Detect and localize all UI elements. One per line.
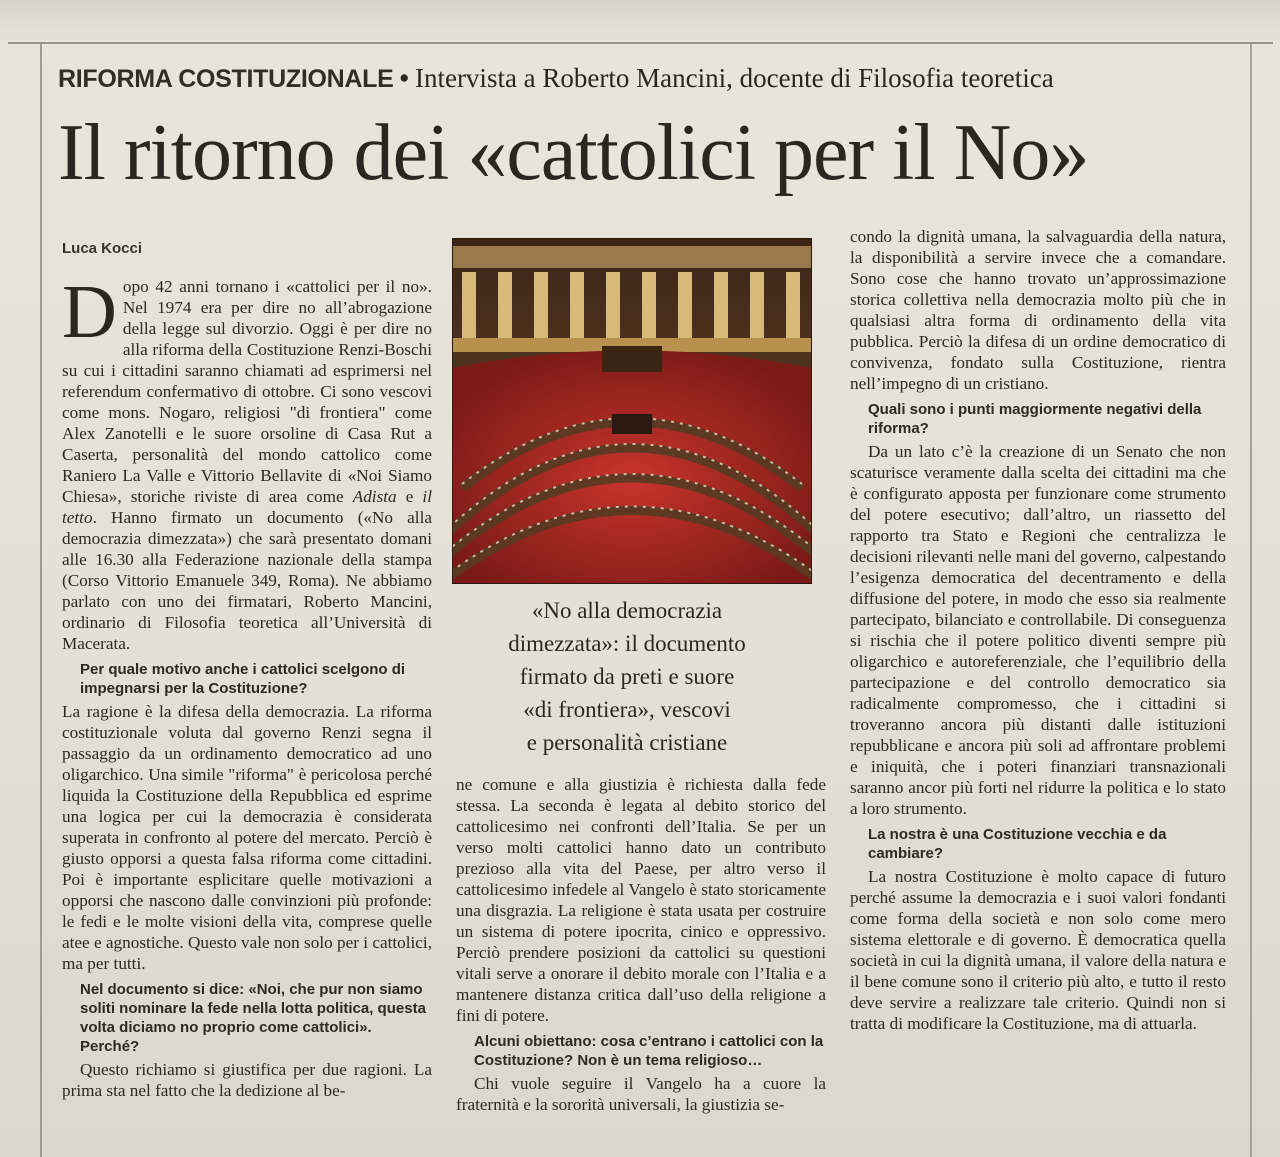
pull-quote-line: e personalità cristiane	[526, 730, 728, 755]
kicker-subtitle: Intervista a Roberto Mancini, docente di Filosofia teoretica	[414, 63, 1054, 93]
section-topic: RIFORMA COSTITUZIONALE	[58, 65, 394, 93]
drop-cap: D	[62, 270, 117, 354]
pull-quote-line: firmato da preti e suore	[519, 664, 735, 689]
kicker	[58, 58, 1238, 98]
answer-2: Questo richiamo si giustifica per due ragioni. La prima sta nel fatto che la dedizione al be-	[62, 1060, 432, 1100]
senate-chamber-image	[452, 238, 812, 584]
question-3: Alcuni obiettano: cosa c’entrano i cattolici con la Costituzione? Non è un tema religioso…	[474, 1033, 824, 1069]
lead-italic-adista: Adista	[352, 487, 397, 506]
question-5: La nostra è una Costituzione vecchia e da cambiare?	[868, 826, 1167, 862]
left-column-rule	[40, 44, 42, 1157]
byline: Luca Kocci	[62, 240, 143, 257]
question-4: Quali sono i punti maggiormente negativi della riforma?	[868, 401, 1202, 437]
lead-paragraph	[62, 270, 432, 654]
column-1	[62, 270, 432, 1101]
column-3	[850, 226, 1226, 1034]
answer-3-continued: condo la dignità umana, la salvaguardia della natura, la disponibilità a servire invece che a comandare. Sono cose che hanno trovato un’approssimazione storica collettiva nella democrazia molto più che in qualsiasi altra forma di ordinamento della vita pubblica. Perciò la difesa di un ordine democratico di convivenza, fondato sulla Costituzione, rientra nell’impegno di un cristiano.	[850, 227, 1226, 393]
answer-3: Chi vuole seguire il Vangelo ha a cuore la fraternità e la sororità universali, la giustizia se-	[456, 1074, 826, 1114]
column-2	[456, 774, 826, 1115]
pull-quote-line: «No alla democrazia	[531, 598, 723, 623]
headline: Il ritorno dei «cattolici per il No»	[58, 109, 1089, 197]
answer-5: La nostra Costituzione è molto capace di futuro perché assume la democrazia e i suoi valori fondanti come forma della società e non solo come mero sistema elettorale e di governo. È democratica quella società in cui la dignità umana, il valore della natura e il bene comune sono il criterio più alto, e tutto il resto deve servire a realizzare tale criterio. Quindi non si tratta di modificare la Costituzione, ma di attuarla.	[850, 867, 1226, 1033]
top-rule	[8, 42, 1273, 44]
answer-2-continued: ne comune e alla giustizia è richiesta dalla fede stessa. La seconda è legata al debito storico del cattolicesimo nei confronti dell’Italia. Se per un verso molti cattolici hanno dato un contributo prezioso alla vita del Paese, per altro verso il cattolicesimo infedele al Vangelo è stato storicamente una disgrazia. La religione è stata usata per costruire un sistema di potere ipocrita, cinico e oppressivo. Perciò prendere posizioni da cattolici su questioni vitali serve a onorare il debito morale con l’Italia e a mantenere distanza critica dall’uso della religione a fini di potere.	[456, 775, 826, 1025]
lead-text-mid: e	[396, 487, 423, 506]
kicker-separator: •	[399, 63, 409, 93]
senate-chamber-photo	[452, 238, 812, 584]
pull-quote-line: «di frontiera», vescovi	[523, 697, 731, 722]
pull-quote-line: dimezzata»: il documento	[508, 631, 746, 656]
answer-1: La ragione è la difesa della democrazia. La riforma costituzionale voluta dal governo Renzi segna il passaggio da un ordinamento democratico ad uno oligarchico. Una simile "riforma" è pericolosa perché liquida la Costituzione della Repubblica ed esprime una logica per cui la democrazia è considerata superata in confronto al potere del mercato. Perciò è giusto opporsi a questa falsa riforma come cittadini. Poi è importante esplicitare quelle motivazioni a opporsi che nascono dalle convinzioni più profonde: le fedi e le molte visioni della vita, comprese quelle atee e agnostiche. Questo vale non solo per i cattolici, ma per tutti.	[62, 702, 432, 973]
pull-quote	[462, 594, 792, 759]
answer-4: Da un lato c’è la creazione di un Senato che non scaturisce veramente dalla scelta dei cittadini ma che è configurato apposta per funzionare come strumento del potere esecutivo; dall’altro, un riassetto del rapporto tra Stato e Regioni che centralizza le decisioni rilevanti nelle mani del governo, calpestando l’esigenza democratica del decentramento e della diffusione del potere, in modo che esso sia realmente partecipato, bilanciato e controllabile. Di conseguenza si rischia che il potere politico diventi sempre più oligarchico e autoreferenziale, che l’equilibrio della partecipazione e del controllo democratico sia radicalmente compromesso, che i cittadini si troveranno ancora più distanti dalle istituzioni repubblicane e ancora più soli ad affrontare problemi e iniquità, che i poteri finanziari transnazionali saranno ancor più forti nel ridurre la politica e lo stato a loro strumento.	[850, 442, 1226, 818]
lead-text-end: . Hanno firmato un documento («No alla democrazia dimezzata») che sarà presentato domani alle 16.30 alla Federazione nazionale della stampa (Corso Vittorio Emanuele 349, Roma). Ne abbiamo parlato con uno dei firmatari, Roberto Mancini, ordinario di Filosofia teoretica all’Università di Macerata.	[62, 508, 432, 653]
question-1: Per quale motivo anche i cattolici scelgono di impegnarsi per la Costituzione?	[80, 661, 406, 697]
right-column-rule	[1250, 44, 1252, 1157]
lead-italic-tetto: il tetto	[62, 487, 432, 527]
lead-text: opo 42 anni tornano i «cattolici per il no». Nel 1974 era per dire no all’abrogazione della legge sul divorzio. Oggi è per dire no alla riforma della Costituzione Renzi-Boschi su cui i cittadini saranno chiamati ad esprimersi nel referendum confermativo di ottobre. Ci sono vescovi come mons. Nogaro, religiosi "di frontiera" come Alex Zanotelli e le suore orsoline di Casa Rut a Caserta, personalità del mondo cattolico come Raniero La Valle e Vittorio Bellavite di «Noi Siamo Chiesa», storiche riviste di area come	[62, 277, 432, 506]
previous-page-strip	[0, 0, 1280, 40]
question-2: Nel documento si dice: «Noi, che pur non siamo soliti nominare la fede nella lotta politica, questa volta diciamo no proprio come cattolici». Perché?	[80, 981, 426, 1055]
